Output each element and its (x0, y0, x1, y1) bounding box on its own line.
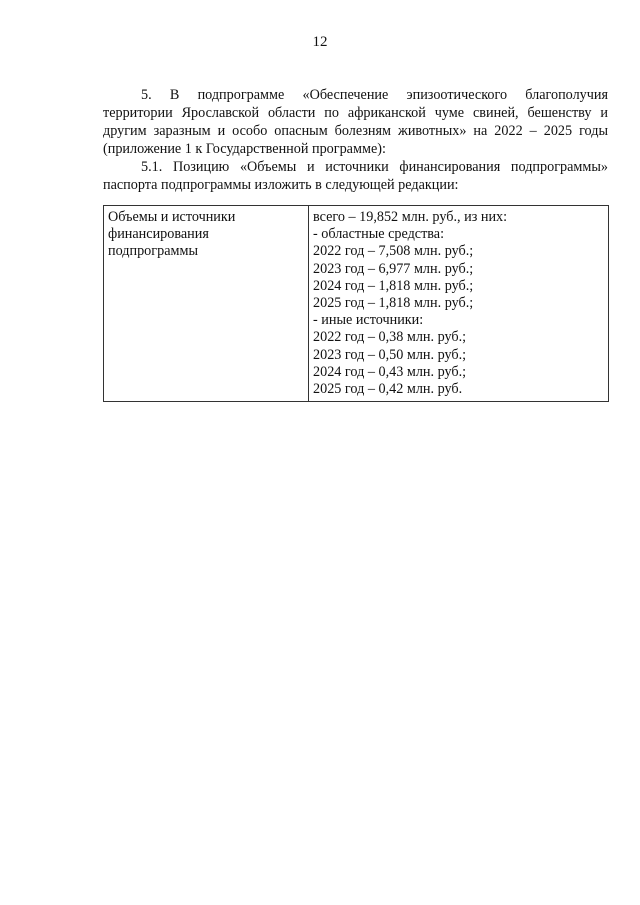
value-line: 2023 год – 6,977 млн. руб.; (313, 260, 474, 277)
value-line: 2022 год – 7,508 млн. руб.; (313, 243, 474, 260)
paragraph-line: (приложение 1 к Государственной программе): (103, 141, 386, 157)
value-line: 2023 год – 0,50 млн. руб.; (313, 346, 467, 363)
paragraph-5 (103, 86, 608, 158)
paragraph-5-1 (103, 158, 608, 194)
value-line: всего – 19,852 млн. руб., из них: (313, 209, 508, 225)
passport-table (103, 205, 609, 402)
value-line: 2024 год – 0,43 млн. руб.; (313, 363, 467, 380)
table-value-cell (309, 206, 609, 402)
label-line: финансирования (108, 226, 209, 243)
table-label-cell (104, 206, 309, 402)
paragraph-line: 5.1. Позицию «Объемы и источники финансирования подпрограммы» (141, 159, 608, 175)
page-number: 12 (312, 34, 328, 50)
value-line: 2022 год – 0,38 млн. руб.; (313, 329, 467, 346)
value-line: 2025 год – 1,818 млн. руб.; (313, 295, 474, 312)
paragraph-line: территории Ярославской области по африканской чуме свиней, бешенству и (103, 105, 608, 121)
document-body (103, 86, 608, 194)
label-line: подпрограммы (108, 243, 198, 260)
paragraph-line: другим заразным и особо опасным болезням животных» на 2022 – 2025 годы (103, 123, 608, 139)
value-line: - областные средства: (313, 226, 445, 243)
label-line: Объемы и источники (108, 209, 236, 225)
value-line: 2024 год – 1,818 млн. руб.; (313, 277, 474, 294)
paragraph-line: 5. В подпрограмме «Обеспечение эпизоотического благополучия (141, 87, 608, 103)
value-line: 2025 год – 0,42 млн. руб. (313, 381, 463, 398)
table-row (104, 206, 609, 402)
value-line: - иные источники: (313, 312, 424, 329)
paragraph-line: паспорта подпрограммы изложить в следующей редакции: (103, 177, 459, 193)
